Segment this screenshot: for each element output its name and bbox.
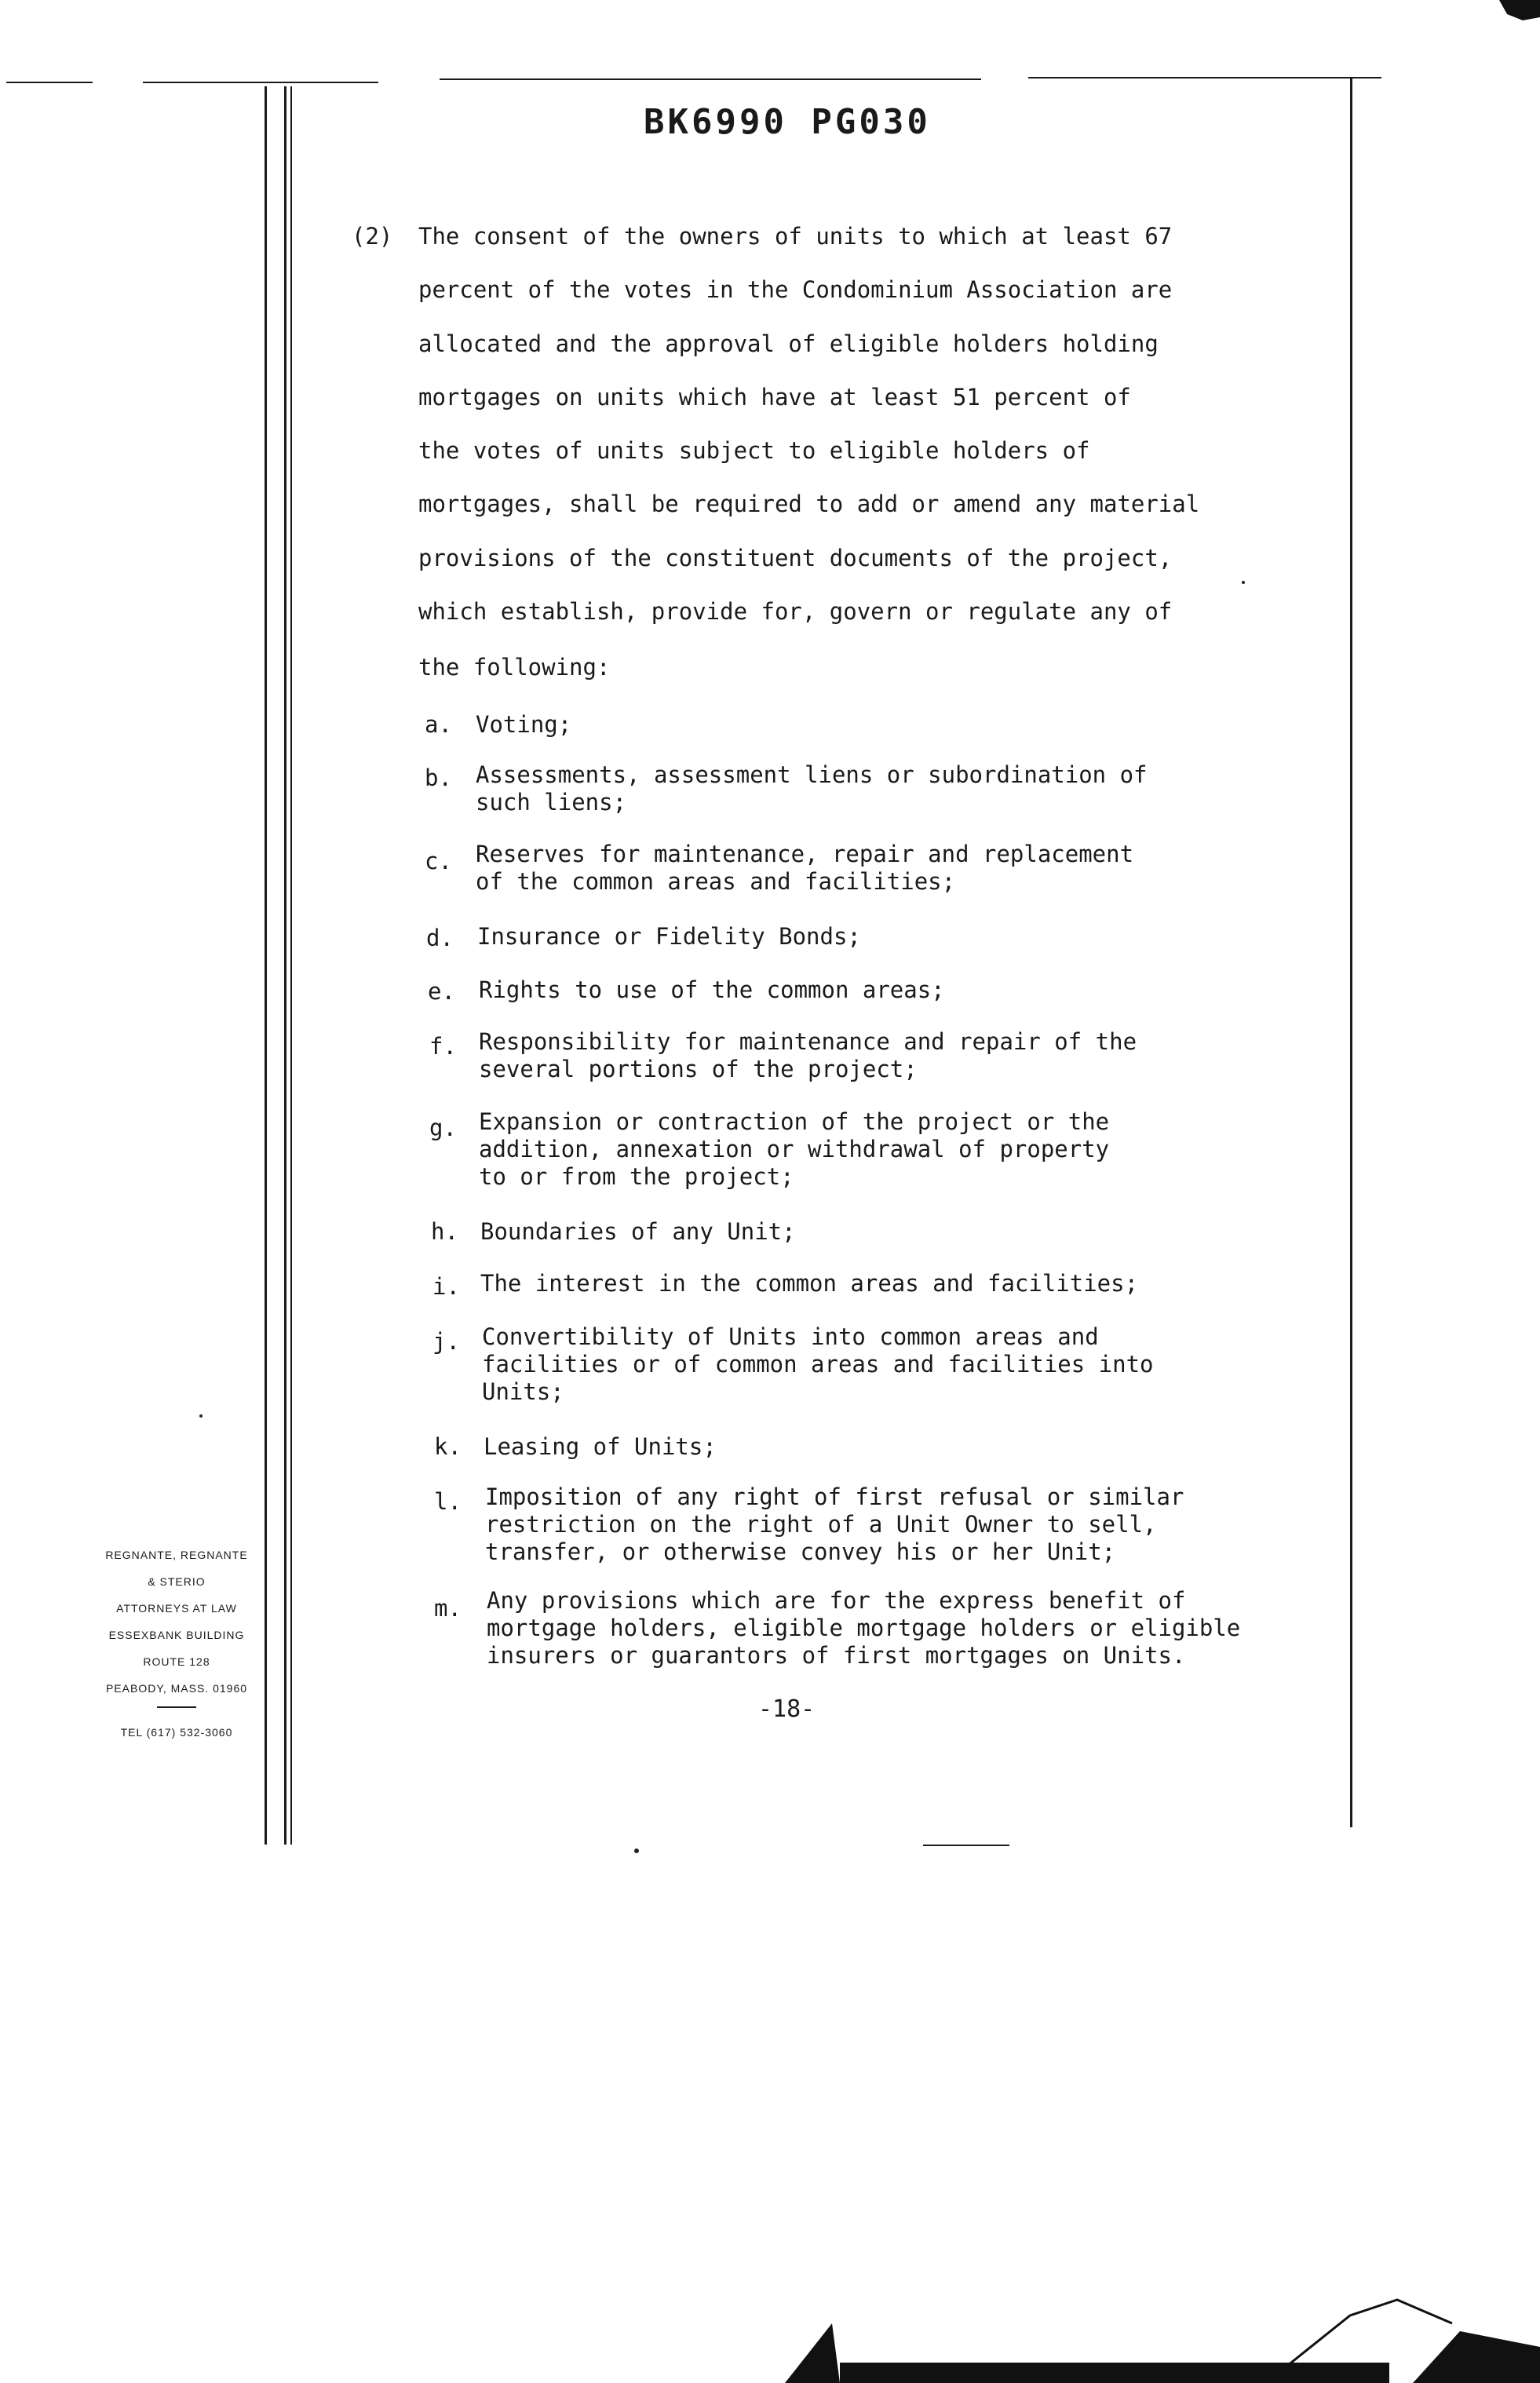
scan-speck	[199, 1414, 203, 1418]
firm-city: PEABODY, MASS. 01960	[105, 1682, 248, 1695]
list-item-letter: l.	[434, 1488, 462, 1515]
sidebar-divider	[157, 1706, 196, 1708]
scan-speck	[1242, 581, 1245, 584]
scan-speck	[634, 1848, 639, 1853]
list-item-text: The interest in the common areas and facilities;	[480, 1270, 1139, 1297]
paragraph-line: provisions of the constituent documents of the project,	[418, 545, 1173, 571]
firm-role: ATTORNEYS AT LAW	[116, 1602, 237, 1615]
list-item-letter: e.	[428, 978, 455, 1005]
list-item-letter: b.	[425, 765, 452, 791]
list-item-text: Boundaries of any Unit;	[480, 1218, 796, 1245]
paragraph-line: mortgages on units which have at least 51 percent of	[418, 384, 1131, 411]
firm-route: ROUTE 128	[143, 1655, 210, 1668]
list-item-letter: k.	[434, 1433, 462, 1460]
top-right-rule	[1028, 77, 1381, 78]
top-right-corner-artifact	[1452, 0, 1540, 24]
paragraph-line: which establish, provide for, govern or regulate any of	[418, 598, 1173, 625]
paragraph-line: allocated and the approval of eligible holders holding	[418, 330, 1159, 357]
paragraph-line: the votes of units subject to eligible holders of	[418, 437, 1090, 464]
list-item-letter: m.	[434, 1595, 462, 1622]
list-item-text: Convertibility of Units into common areas and facilities or of common areas and facilities into Units;	[482, 1323, 1154, 1405]
paragraph-line: the following:	[418, 654, 611, 681]
page-number: -18-	[758, 1695, 816, 1723]
list-item-letter: a.	[425, 711, 452, 738]
list-item-letter: f.	[429, 1033, 457, 1060]
law-firm-sidebar	[71, 1542, 283, 1746]
bottom-dash-rule	[923, 1845, 1009, 1846]
list-item-text: Any provisions which are for the express benefit of mortgage holders, eligible mortgage holders or eligible insurers or guarantors of first mortgages on Units.	[487, 1587, 1241, 1669]
list-item-letter: c.	[425, 848, 452, 874]
firm-name: REGNANTE, REGNANTE	[105, 1549, 248, 1561]
paragraph-line: percent of the votes in the Condominium Association are	[418, 276, 1173, 303]
list-item-text: Assessments, assessment liens or subordination of such liens;	[476, 761, 1148, 816]
firm-building: ESSEXBANK BUILDING	[108, 1629, 245, 1641]
bottom-right-page-curl	[769, 2237, 1540, 2383]
top-center-rule	[440, 78, 981, 80]
paragraph-number: (2)	[352, 223, 393, 250]
paragraph-line: mortgages, shall be required to add or amend any material	[418, 491, 1200, 517]
list-item-text: Rights to use of the common areas;	[479, 976, 945, 1003]
paragraph-line: The consent of the owners of units to which at least 67	[418, 223, 1173, 250]
list-item-text: Voting;	[476, 711, 572, 738]
left-margin-rule-3	[290, 86, 292, 1845]
list-item-text: Leasing of Units;	[484, 1433, 717, 1460]
book-page-header: BK6990 PG030	[644, 102, 931, 142]
firm-telephone: TEL (617) 532-3060	[120, 1726, 233, 1739]
list-item-text: Insurance or Fidelity Bonds;	[477, 923, 861, 950]
list-item-text: Expansion or contraction of the project or the addition, annexation or withdrawal of property to or from the project;	[479, 1108, 1110, 1190]
left-margin-rule-2	[284, 86, 286, 1845]
list-item-text: Responsibility for maintenance and repair of the several portions of the project;	[479, 1028, 1137, 1082]
list-item-letter: j.	[432, 1328, 460, 1355]
firm-name-2: & STERIO	[148, 1575, 206, 1588]
list-item-letter: d.	[426, 925, 454, 951]
list-item-letter: g.	[429, 1115, 457, 1141]
right-margin-rule	[1350, 77, 1352, 1827]
list-item-text: Reserves for maintenance, repair and replacement of the common areas and facilities;	[476, 841, 1134, 895]
list-item-letter: i.	[432, 1273, 460, 1300]
top-left-rule	[6, 82, 93, 83]
list-item-letter: h.	[431, 1218, 458, 1245]
top-mid-rule	[143, 82, 378, 83]
list-item-text: Imposition of any right of first refusal or similar restriction on the right of a Unit Owner to sell, transfer, or otherwise convey his or her Unit;	[485, 1483, 1184, 1565]
